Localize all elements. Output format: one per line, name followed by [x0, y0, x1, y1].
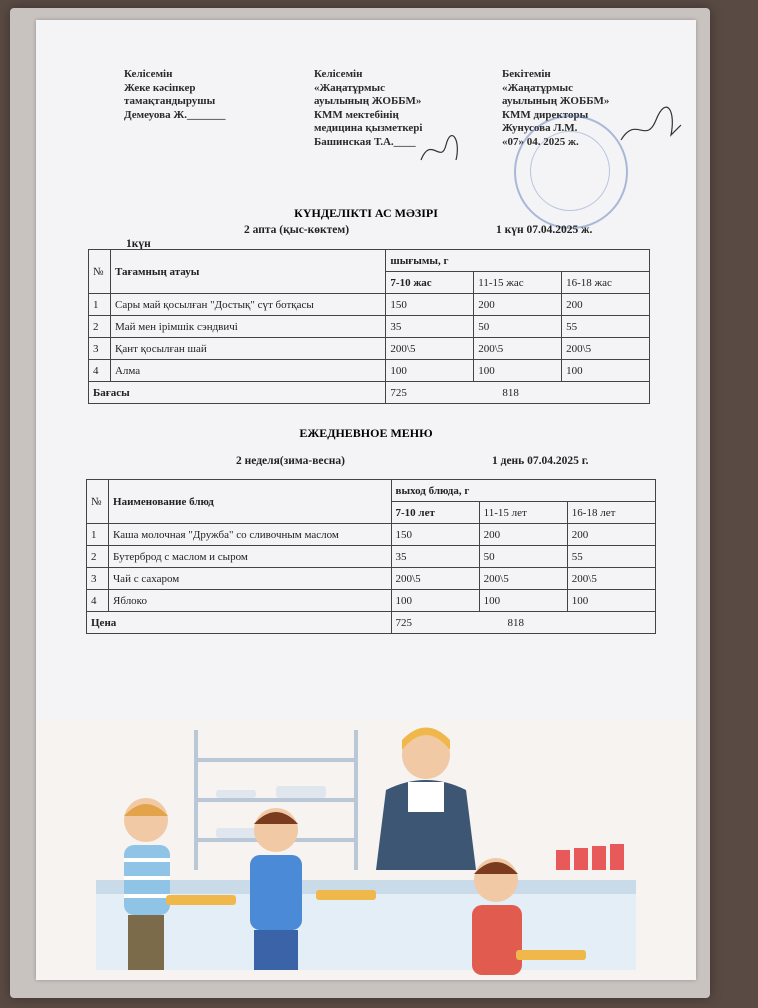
cell-num: 1	[89, 294, 111, 316]
cell-value: 200\5	[391, 568, 479, 590]
price-value: 725	[390, 386, 407, 399]
table-header-row	[89, 250, 650, 272]
cell-dish: Чай с сахаром	[109, 568, 391, 590]
cell-value: 200\5	[562, 338, 650, 360]
approval-line: «Жаңатұрмыс	[502, 81, 573, 94]
price-label: Цена	[87, 612, 392, 634]
ru-week: 2 неделя(зима-весна)	[236, 455, 345, 467]
table-row	[89, 338, 650, 360]
price-values	[386, 382, 650, 404]
ru-menu-title: ЕЖЕДНЕВНОЕ МЕНЮ	[299, 426, 433, 440]
approval-line: Келісемін	[314, 68, 363, 80]
cell-num: 3	[89, 338, 111, 360]
approval-line: медицина қызметкері	[314, 122, 423, 134]
kz-week: 2 апта (қыс-көктем)	[244, 224, 350, 236]
cell-value: 100	[386, 360, 474, 382]
table-header-row	[87, 480, 656, 502]
cell-value: 150	[391, 524, 479, 546]
col-output: выход блюда, г	[391, 480, 655, 502]
cell-value: 100	[474, 360, 562, 382]
menu-document	[36, 20, 696, 980]
col-age-7-10: 7-10 лет	[391, 502, 479, 524]
price-value: 818	[507, 616, 525, 629]
price-values	[391, 612, 655, 634]
cell-dish: Каша молочная "Дружба" со сливочным маслом	[109, 524, 391, 546]
col-age-16-18: 16-18 жас	[562, 272, 650, 294]
table-row	[89, 360, 650, 382]
cell-dish: Сары май қосылған "Достық" сүт ботқасы	[110, 294, 385, 316]
cell-dish: Май мен ірімшік сэндвичі	[110, 316, 385, 338]
col-age-11-15: 11-15 жас	[474, 272, 562, 294]
approval-caterer	[124, 68, 284, 122]
kz-day-label: 1күн	[126, 238, 151, 250]
cell-dish: Алма	[110, 360, 385, 382]
table-row	[87, 546, 656, 568]
price-row	[87, 612, 656, 634]
cell-value: 55	[567, 546, 655, 568]
col-num: №	[87, 480, 109, 524]
cell-num: 4	[89, 360, 111, 382]
cell-dish: Яблоко	[109, 590, 391, 612]
director-signature	[616, 105, 686, 155]
col-age-7-10: 7-10 жас	[386, 272, 474, 294]
approval-line: Келісемін	[124, 68, 173, 80]
approval-line: КММ директоры	[502, 108, 589, 121]
cell-value: 200	[479, 524, 567, 546]
col-age-11-15: 11-15 лет	[479, 502, 567, 524]
cell-value: 200	[474, 294, 562, 316]
approval-line: КММ мектебінің	[314, 108, 399, 121]
cell-num: 4	[87, 590, 109, 612]
cell-num: 3	[87, 568, 109, 590]
cell-value: 50	[479, 546, 567, 568]
col-dish: Тағамның атауы	[110, 250, 385, 294]
price-label: Бағасы	[89, 382, 386, 404]
table-row	[87, 590, 656, 612]
cell-value: 200\5	[386, 338, 474, 360]
cafeteria-illustration	[36, 720, 696, 980]
cell-value: 200	[567, 524, 655, 546]
approval-line: Бекітемін	[502, 68, 551, 80]
cell-value: 35	[391, 546, 479, 568]
ru-day: 1 день 07.04.2025 г.	[492, 455, 589, 467]
table-row	[87, 568, 656, 590]
approval-line: Жеке кәсіпкер	[124, 81, 196, 94]
cell-num: 1	[87, 524, 109, 546]
col-output: шығымы, г	[386, 250, 650, 272]
kz-menu-title: КҮНДЕЛІКТІ АС МӘЗІРІ	[294, 206, 438, 220]
cell-value: 150	[386, 294, 474, 316]
kz-menu-table	[88, 249, 650, 404]
approval-line: ауылының ЖОББМ»	[502, 95, 610, 107]
col-num: №	[89, 250, 111, 294]
approval-line: ауылының ЖОББМ»	[314, 95, 422, 107]
cell-dish: Қант қосылған шай	[110, 338, 385, 360]
cell-value: 200\5	[479, 568, 567, 590]
table-row	[89, 294, 650, 316]
approval-line: Башинская Т.А.____	[314, 135, 416, 148]
cell-value: 50	[474, 316, 562, 338]
cell-value: 100	[391, 590, 479, 612]
table-row	[87, 524, 656, 546]
approval-line: Демеуова Ж._______	[124, 108, 226, 121]
cell-value: 200\5	[474, 338, 562, 360]
cell-value: 200	[562, 294, 650, 316]
cell-dish: Бутерброд с маслом и сыром	[109, 546, 391, 568]
cell-num: 2	[89, 316, 111, 338]
cell-value: 55	[562, 316, 650, 338]
cell-num: 2	[87, 546, 109, 568]
price-value: 818	[502, 386, 519, 399]
col-dish: Наименование блюд	[109, 480, 391, 524]
kz-day: 1 күн 07.04.2025 ж.	[496, 224, 593, 236]
cell-value: 100	[567, 590, 655, 612]
cell-value: 35	[386, 316, 474, 338]
col-age-16-18: 16-18 лет	[567, 502, 655, 524]
cell-value: 100	[562, 360, 650, 382]
cell-value: 100	[479, 590, 567, 612]
price-row	[89, 382, 650, 404]
ru-menu-table	[86, 479, 656, 634]
medic-signature	[416, 130, 466, 170]
approval-line: «07» 04. 2025 ж.	[502, 135, 579, 148]
approval-line: тамақтандырушы	[124, 95, 216, 107]
approval-line: «Жаңатұрмыс	[314, 81, 385, 94]
approval-line: Жунусова Л.М.	[502, 122, 578, 134]
table-row	[89, 316, 650, 338]
cell-value: 200\5	[567, 568, 655, 590]
price-value: 725	[395, 616, 413, 629]
